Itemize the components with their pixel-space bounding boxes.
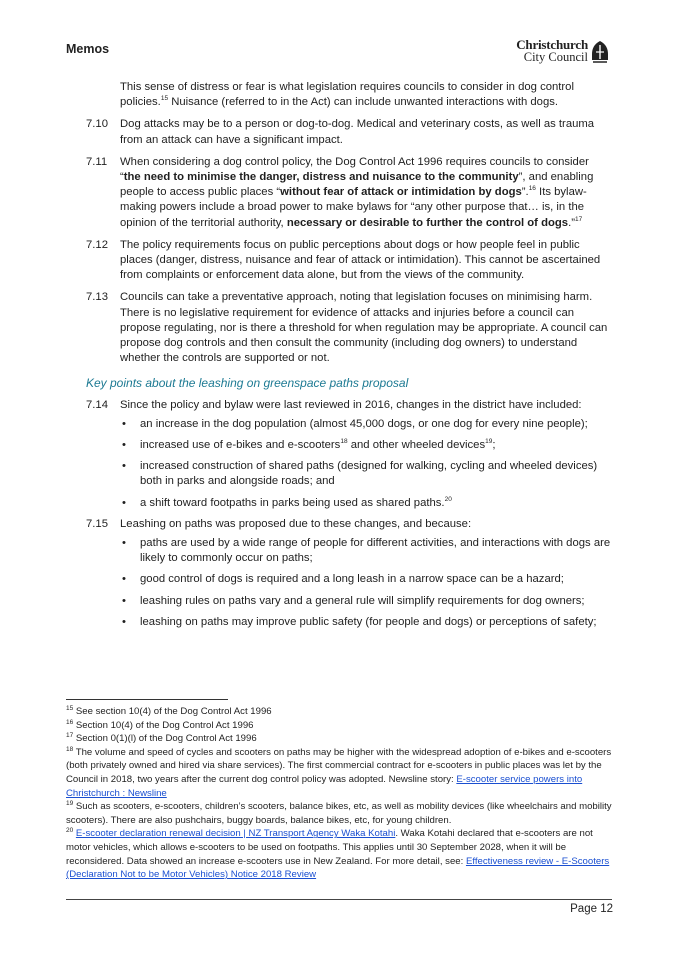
- bullet: •: [122, 537, 126, 550]
- bullet: •: [122, 573, 126, 586]
- footnote-17: $^{17}$ Section 0(1)(l) of the Dog Control Act 1996: [66, 732, 257, 745]
- cathedral-logo-icon: [590, 40, 610, 64]
- paragraph-number: 7.10: [86, 118, 108, 131]
- list-item: • paths are used by a wide range of people for different activities, and interactions with dogs are likely to commonly occur on paths;: [122, 537, 611, 565]
- paragraph-7-13: 7.13 Councils can take a preventative approach, noting that legislation focuses on minimising harm. There is no legislative requirement for evidence of attacks and injuries before a council can propose regulating, nor is there a threshold for when regulation may be appropriate. A council can propose dog controls and then consult the community (including dog owners) to understand whether the controls are supported or not.: [86, 291, 608, 365]
- paragraph-7-15: 7.15 Leashing on paths was proposed due to these changes, and because:: [66, 517, 612, 532]
- nzta-decision-link[interactable]: E-scooter declaration renewal decision | NZ Transport Agency Waka Kotahi: [75, 828, 396, 840]
- paragraph-7-12: 7.12 The policy requirements focus on public perceptions about dogs or how people feel in public places (danger, distress, nuisance and fear of attack or intimidation). This cannot be ascertained from complaints or enforcement data alone, but from the views of the community.: [86, 238, 601, 282]
- list-item: • good control of dogs is required and a long leash in a narrow space can be a hazard;: [66, 572, 612, 587]
- bullet: •: [122, 496, 126, 509]
- effectiveness-review-link[interactable]: Effectiveness review - E-Scooters (Declaration Not to be Motor Vehicles) Notice 2018 Review: [66, 855, 610, 881]
- bullet: •: [122, 439, 126, 452]
- list-item: • an increase in the dog population (almost 45,000 dogs, or one dog for every nine people);: [66, 417, 612, 432]
- logo-text: [516, 38, 588, 64]
- footer-rule: [66, 899, 612, 900]
- list-item: • a shift toward footpaths in parks being used as shared paths.$^{20}$: [66, 496, 612, 511]
- section-heading: Key points about the leashing on greenspace paths proposal: [86, 376, 409, 391]
- bullet-list-changes: [66, 417, 612, 511]
- paragraph-number: 7.15: [86, 517, 108, 530]
- logo-line-2: City Council: [523, 50, 588, 64]
- paragraph-7-11: 7.11 When considering a dog control policy, the Dog Control Act 1996 requires councils to consider “the need to minimise the danger, distress and nuisance to the community”, and enabling people to access public places “without fear of attack or intimidation by dogs”.$^{16}$ Its bylaw-making powers include a broad power to make bylaws for “any other purpose that… is, in the opinion of the territorial authority, necessary or desirable to further the control of dogs.”$^{17}$: [86, 155, 594, 229]
- list-item: • increased construction of shared paths (designed for walking, cycling and wheeled devices) both in parks and alongside roads; and: [122, 460, 598, 488]
- paragraph-number: 7.14: [86, 398, 108, 411]
- paragraph-number: 7.13: [86, 291, 108, 304]
- logo-line-1: Christchurch: [516, 37, 588, 52]
- footnote-separator: [66, 699, 228, 700]
- footnote-16: $^{16}$ Section 10(4) of the Dog Control Act 1996: [66, 718, 254, 731]
- bullet: •: [122, 594, 126, 607]
- footnote-20: $^{20}$ E-scooter declaration renewal decision | NZ Transport Agency Waka Kotahi. Waka Kotahi declared that e-scooters are not motor vehicles, which allows e-scooters to be used on footpaths. This applies until 30 September 2028, when it will be reconsidered. Data showed an increase e-scooters use in New Zealand. For more detail, see: Effectiveness review - E-Scooters (Declaration Not to be Motor Vehicles) Notice 2018 Review: [66, 827, 610, 881]
- newsline-link[interactable]: E-scooter service powers into Christchurch : Newsline: [66, 773, 583, 799]
- paragraph-intro: This sense of distress or fear is what legislation requires councils to consider in dog control policies.$^{15}$ Nuisance (referred to in the Act) can include unwanted interactions with dogs.: [120, 81, 574, 109]
- paragraph-7-10: 7.10 Dog attacks may be to a person or dog-to-dog. Medical and veterinary costs, as well as trauma from an attack can have a significant impact.: [86, 118, 595, 146]
- page-number: Page 12: [570, 903, 613, 915]
- paragraph-7-14: 7.14 Since the policy and bylaw were last reviewed in 2016, changes in the district have included:: [66, 398, 612, 413]
- memo-title: Memos: [66, 42, 110, 56]
- bullet-list-reasons: [66, 536, 612, 630]
- footnote-19: $^{19}$ Such as scooters, e-scooters, children’s scooters, balance bikes, etc, as well as mobility devices (like wheelchairs and mobility scooters). There are also pushchairs, buggy boards, balance bikes, etc, for young children.: [66, 799, 612, 826]
- footnote-15: $^{15}$ See section 10(4) of the Dog Control Act 1996: [66, 704, 272, 717]
- list-item: • leashing on paths may improve public safety (for people and dogs) or perceptions of safety;: [66, 615, 612, 630]
- paragraph-number: 7.12: [86, 238, 108, 251]
- page-header: [66, 36, 610, 70]
- memo-body: [66, 80, 612, 636]
- bullet: •: [122, 460, 126, 473]
- paragraph-number: 7.11: [86, 155, 108, 168]
- list-item: • leashing rules on paths vary and a general rule will simplify requirements for dog owners;: [66, 594, 612, 609]
- list-item: • increased use of e-bikes and e-scooters$^{18}$ and other wheeled devices$^{19}$;: [66, 438, 612, 453]
- bullet: •: [122, 615, 126, 628]
- footnotes: [66, 705, 616, 882]
- bullet: •: [122, 417, 126, 430]
- footnote-18: $^{18}$ The volume and speed of cycles and scooters on paths may be higher with the widespread adoption of e-bikes and e-scooters (both privately owned and hired via share services). The first commercial contract for e-scooters in public places was let by the Council in 2018, two years after the current dog control policy was adopted. Newsline story: E-scooter service powers into Christchurch : Newsline: [66, 745, 612, 799]
